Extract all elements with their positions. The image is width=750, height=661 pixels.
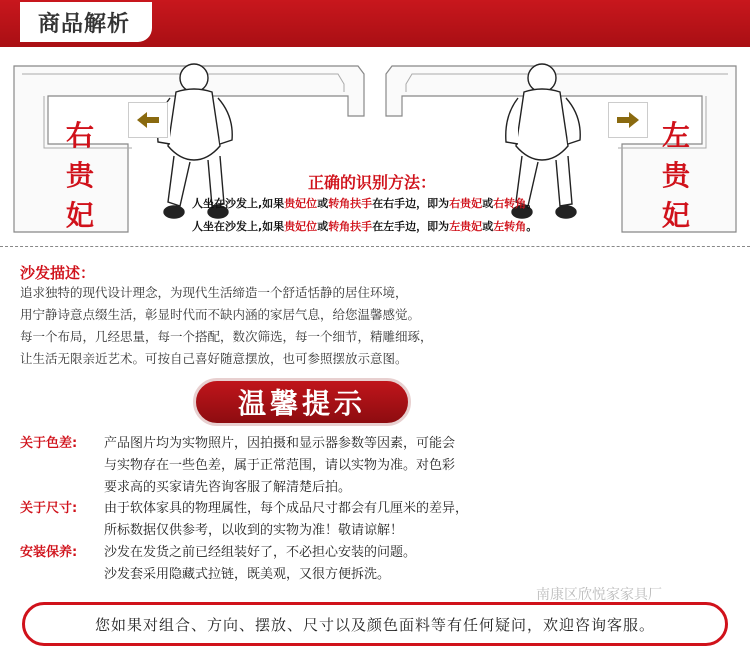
size-note-line: 所标数据仅供参考，以收到的实物为准！敬请谅解！: [104, 523, 404, 538]
rule-highlight: 左贵妃: [449, 220, 483, 233]
left-chaise-label: [646, 116, 706, 236]
label-char: 贵: [661, 159, 690, 192]
description-title: 沙发描述：: [20, 264, 96, 282]
rule-text: 在右手边，即为: [372, 197, 450, 210]
rule-highlight: 右贵妃: [449, 197, 483, 210]
color-note-line: 要求高的买家请先咨询客服了解清楚后拍。: [104, 480, 352, 495]
identification-rule-left: [192, 218, 537, 234]
rule-highlight: 右转角: [493, 197, 527, 210]
size-note-line: 由于软体家具的物理属性，每个成品尺寸都会有几厘米的差异，: [104, 501, 469, 516]
arrow-right-icon: [608, 102, 648, 138]
section-title: 商品解析: [38, 11, 131, 37]
contact-notice-text: 您如果对组合、方向、摆放、尺寸以及颜色面料等有任何疑问，欢迎咨询客服。: [94, 615, 655, 634]
color-note-line: 产品图片均为实物照片，因拍摄和显示器参数等因素，可能会: [104, 436, 456, 451]
description-line: 追求独特的现代设计理念，为现代生活缔造一个舒适恬静的居住环境，: [20, 285, 408, 300]
watermark: 南康区欣悦家家具厂: [536, 587, 662, 603]
rule-text: 。: [526, 220, 538, 233]
description-line: 让生活无限亲近艺术。可按自己喜好随意摆放，也可参照摆放示意图。: [20, 351, 408, 366]
install-note-line: 沙发套采用隐藏式拉链，既美观，又很方便拆洗。: [104, 567, 391, 582]
rule-highlight: 转角扶手: [328, 220, 373, 233]
color-note-label: 关于色差:: [20, 436, 78, 451]
install-note-line: 沙发在发货之前已经组装好了，不必担心安装的问题。: [104, 545, 417, 560]
tips-banner-text: 温馨提示: [237, 387, 366, 420]
rule-text: 或: [482, 197, 494, 210]
arrow-left-icon: [128, 102, 168, 138]
rule-highlight: 转角扶手: [328, 197, 373, 210]
rule-highlight: 左转角: [493, 220, 527, 233]
rule-text: 或: [317, 220, 329, 233]
divider: [0, 246, 750, 247]
label-char: 妃: [65, 199, 94, 232]
size-note-label: 关于尺寸:: [20, 501, 78, 516]
install-note-label: 安装保养:: [20, 545, 78, 560]
rule-highlight: 贵妃位: [284, 197, 318, 210]
rule-text: 人坐在沙发上,如果: [192, 220, 285, 233]
right-chaise-label: [50, 116, 110, 236]
description-line: 用宁静诗意点缀生活，彰显时代而不缺内涵的家居气息，给您温馨感觉。: [20, 307, 421, 322]
label-char: 妃: [661, 199, 690, 232]
section-title-tab: [20, 2, 152, 42]
rule-text: 人坐在沙发上,如果: [192, 197, 285, 210]
tips-banner: [193, 378, 411, 426]
section-header: [0, 0, 750, 47]
rule-text: 在左手边，即为: [372, 220, 450, 233]
rule-text: 或: [482, 220, 494, 233]
label-char: 右: [65, 119, 94, 152]
rule-highlight: 贵妃位: [284, 220, 318, 233]
identification-rule-right: [192, 195, 537, 211]
rule-text: 或: [317, 197, 329, 210]
description-line: 每一个布局，几经思量，每一个搭配，数次筛选，每一个细节，精雕细琢，: [20, 329, 433, 344]
color-note-line: 与实物存在一些色差，属于正常范围，请以实物为准。对色彩: [104, 458, 456, 473]
label-char: 左: [661, 119, 690, 152]
identification-title: 正确的识别方法：: [308, 173, 437, 192]
label-char: 贵: [65, 159, 94, 192]
rule-text: 。: [526, 197, 538, 210]
contact-notice: [22, 602, 728, 646]
